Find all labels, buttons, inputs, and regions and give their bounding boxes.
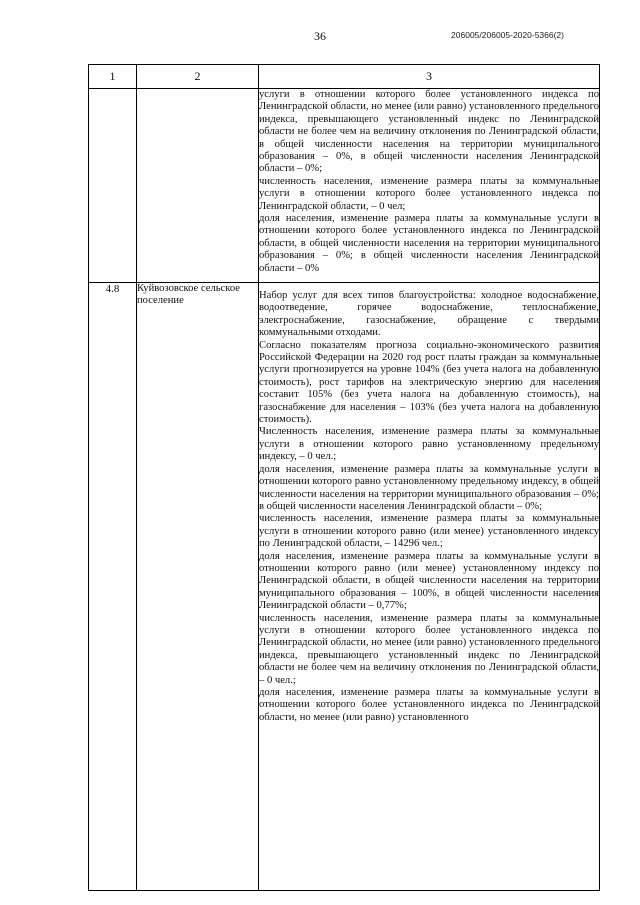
document-id: 206005/206005-2020-5366(2) [451,30,564,40]
paragraph: Численность населения, изменение размера платы за коммунальные услуги в отношении которого равно установленному предельному индексу, – 0 чел.; [259,426,599,463]
row-number: 4.8 [89,283,137,891]
column-header-3: 3 [259,65,600,89]
table-row [89,89,600,283]
paragraph: доля населения, изменение размера платы за коммунальные услуги в отношении которого более установленного индекса по Ленинградской области, в общей численности населения на территории муниципального образования – 0%; в общей численности населения Ленинградской области – 0% [259,213,599,274]
row-description [259,89,600,283]
paragraph: Согласно показателям прогноза социально-экономического развития Российской Федерации на 2020 год рост платы граждан за коммунальные услуги прогнозируется на уровне 104% (без учета налога на добавленную стоимость), рост тарифов на электрическую энергию для населения составит 105% (без учета налога на добавленную стоимость), на газоснабжение для населения – 103% (без учета налога на добавленную стоимость). [259,339,599,426]
paragraph: численность населения, изменение размера платы за коммунальные услуги в отношении которого равно (или менее) установленного индексу по Ленинградской области, – 14296 чел.; [259,513,599,550]
table-header-row [89,65,600,89]
paragraph: услуги в отношении которого более установленного индекса по Ленинградской области, но менее (или равно) установленного предельного индекса, превышающего установленный индекс по Ленинградской области не более чем на величину отклонения по Ленинградской области, в общей численности населения на территории муниципального образования – 0%, в общей численности населения Ленинградской области – 0%; [259,89,599,175]
paragraph: численность населения, изменение размера платы за коммунальные услуги в отношении которого более установленного индекса по Ленинградской области, но менее (или равно) установленного предельного индекса, превышающего установленный индекс по Ленинградской области не более чем на величину отклонения по Ленинградской области, – 0 чел.; [259,612,599,686]
row-description [259,283,600,891]
paragraph: Набор услуг для всех типов благоустройства: холодное водоснабжение, водоотведение, горячее водоснабжение, теплоснабжение, электроснабжение, газоснабжение, обращение с твердыми коммунальными отходами. [259,290,599,339]
paragraph: численность населения, изменение размера платы за коммунальные услуги в отношении которого более установленного индекса по Ленинградской области, – 0 чел; [259,175,599,212]
paragraph: доля населения, изменение размера платы за коммунальные услуги в отношении которого равно установленному предельному индексу, в общей численности населения на территории муниципального образования – 0%; в общей численности населения Ленинградской области – 0%; [259,463,599,512]
row-name: Куйвозовское сельское поселение [137,283,259,891]
data-table [88,64,600,891]
column-header-2: 2 [137,65,259,89]
page-number: 36 [314,29,326,43]
paragraph: доля населения, изменение размера платы за коммунальные услуги в отношении которого равно (или менее) установленному индексу по Ленинградской области, в общей численности населения на территории муниципального образования – 100%, в общей численности населения Ленинградской области – 0,77%; [259,550,599,612]
table-row [89,283,600,891]
paragraph: доля населения, изменение размера платы за коммунальные услуги в отношении которого более установленного индекса по Ленинградской области, но менее (или равно) установленного [259,687,599,723]
row-number [89,89,137,283]
row-name [137,89,259,283]
column-header-1: 1 [89,65,137,89]
